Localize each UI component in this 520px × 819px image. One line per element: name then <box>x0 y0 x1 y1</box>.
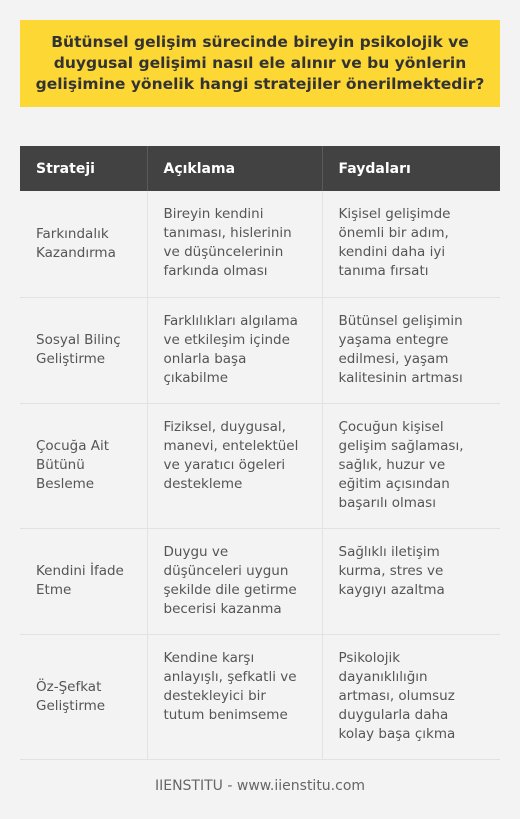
strategy-cell: Sosyal Bilinç Geliştirme <box>20 297 147 403</box>
header-benefits: Faydaları <box>322 146 500 191</box>
description-cell: Farklılıkları algılama ve etkileşim içinde onlarla başa çıkabilme <box>147 297 322 403</box>
benefits-cell: Kişisel gelişimde önemli bir adım, kendini daha iyi tanıma fırsatı <box>322 191 500 297</box>
table-row <box>20 634 500 759</box>
footer-credit: IIENSTITU - www.iienstitu.com <box>154 778 366 794</box>
table-row <box>20 191 500 297</box>
description-cell: Duygu ve düşünceleri uygun şekilde dile getirme becerisi kazanma <box>147 528 322 634</box>
strategy-table <box>20 146 500 760</box>
benefits-cell: Bütünsel gelişimin yaşama entegre edilmesi, yaşam kalitesinin artması <box>322 297 500 403</box>
strategy-cell: Öz-Şefkat Geliştirme <box>20 634 147 759</box>
table-header <box>20 146 500 191</box>
strategy-cell: Çocuğa Ait Bütünü Besleme <box>20 403 147 528</box>
header-description: Açıklama <box>147 146 322 191</box>
description-cell: Fiziksel, duygusal, manevi, entelektüel ve yaratıcı ögeleri destekleme <box>147 403 322 528</box>
table-row <box>20 403 500 528</box>
benefits-cell: Sağlıklı iletişim kurma, stres ve kaygıyı azaltma <box>322 528 500 634</box>
question-title: Bütünsel gelişim sürecinde bireyin psikolojik ve duygusal gelişimi nasıl ele alınır ve bu yönlerin gelişimine yönelik hangi stratejiler önerilmektedir? <box>35 33 485 93</box>
benefits-cell: Çocuğun kişisel gelişim sağlaması, sağlık, huzur ve eğitim açısından başarılı olması <box>322 403 500 528</box>
table-row <box>20 528 500 634</box>
question-banner <box>20 20 500 107</box>
header-strategy: Strateji <box>20 146 147 191</box>
benefits-cell: Psikolojik dayanıklılığın artması, olumsuz duygularla daha kolay başa çıkma <box>322 634 500 759</box>
description-cell: Bireyin kendini tanıması, hislerinin ve düşüncelerinin farkında olması <box>147 191 322 297</box>
description-cell: Kendine karşı anlayışlı, şefkatli ve destekleyici bir tutum benimseme <box>147 634 322 759</box>
table-row <box>20 297 500 403</box>
strategy-cell: Farkındalık Kazandırma <box>20 191 147 297</box>
strategy-cell: Kendini İfade Etme <box>20 528 147 634</box>
